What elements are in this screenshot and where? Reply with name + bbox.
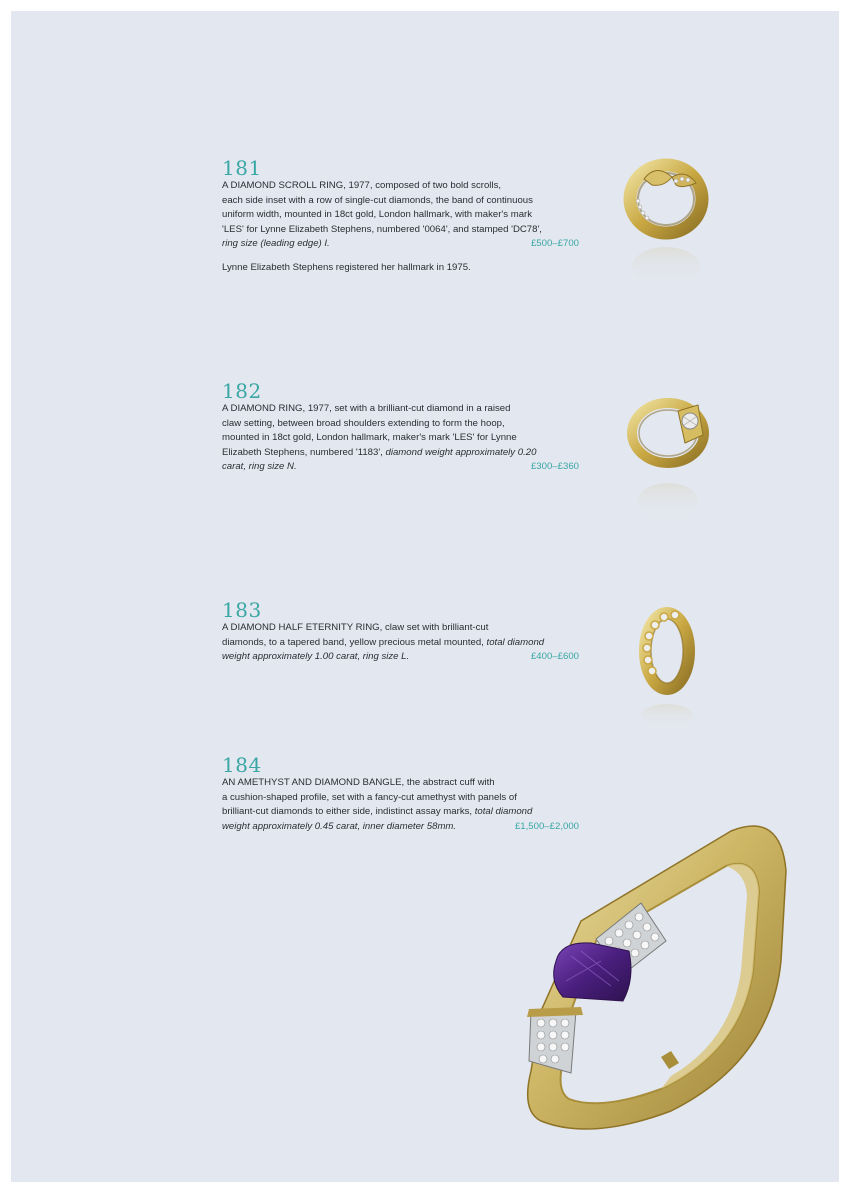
gold-solitaire-ring-image [623,383,713,523]
lot-number: 184 [222,753,262,777]
description-line: weight approximately 1.00 carat, ring size L. [222,651,410,663]
description-line: mounted in 18ct gold, London hallmark, maker's mark 'LES' for Lynne [222,432,517,444]
lot-number: 181 [222,156,262,180]
lot-title: A DIAMOND RING [222,403,303,414]
description-line: diamond weight approximately 0.20 [382,446,537,458]
description-line: ring size (leading edge) I. [222,238,330,250]
gold-scroll-ring-image [616,157,711,297]
amethyst-diamond-bangle-image [501,811,801,1151]
description-line: , the abstract cuff with [401,777,495,788]
description-line: uniform width, mounted in 18ct gold, London hallmark, with maker's mark [222,209,533,221]
description-line: a cushion-shaped profile, set with a fancy-cut amethyst with panels of [222,791,517,803]
description-line: , claw set with brilliant-cut [379,622,489,633]
description-line: weight approximately 0.45 carat, inner diameter 58mm. [222,820,457,832]
description-line: , 1977, composed of two bold scrolls, [343,180,502,191]
lot-181 [222,157,579,275]
description-line: each side inset with a row of single-cut diamonds, the band of continuous [222,194,533,206]
description-line: Elizabeth Stephens, numbered '1183', [222,446,383,458]
catalogue-page [11,11,839,1182]
lot-description [222,402,579,475]
lot-183 [222,599,579,665]
description-line: , 1977, set with a brilliant-cut diamond in a raised [302,403,511,414]
price-estimate: £300–£360 [530,461,579,473]
gold-half-eternity-ring-image [617,601,707,731]
lot-number: 183 [222,598,262,622]
lot-note: Lynne Elizabeth Stephens registered her hallmark in 1975. [222,261,471,273]
description-line: total diamond [483,636,545,648]
description-line: carat, ring size N. [222,461,297,473]
lot-title: A DIAMOND HALF ETERNITY RING [222,622,380,633]
lot-182 [222,380,579,475]
description-line: brilliant-cut diamonds to either side, indistinct assay marks, [222,806,473,818]
description-line: diamonds, to a tapered band, yellow precious metal mounted, [222,636,484,648]
description-line: total diamond [472,806,533,818]
price-estimate: £1,500–£2,000 [514,820,579,832]
lot-title: A DIAMOND SCROLL RING [222,180,344,191]
lot-description [222,179,579,252]
lot-title: AN AMETHYST AND DIAMOND BANGLE [222,777,402,788]
price-estimate: £400–£600 [530,651,579,663]
lot-number: 182 [222,379,262,403]
description-line: 'LES' for Lynne Elizabeth Stephens, numbered '0064', and stamped 'DC78', [222,223,542,235]
price-estimate: £500–£700 [530,238,579,250]
description-line: claw setting, between broad shoulders extending to form the hoop, [222,417,505,429]
lot-description [222,621,579,665]
